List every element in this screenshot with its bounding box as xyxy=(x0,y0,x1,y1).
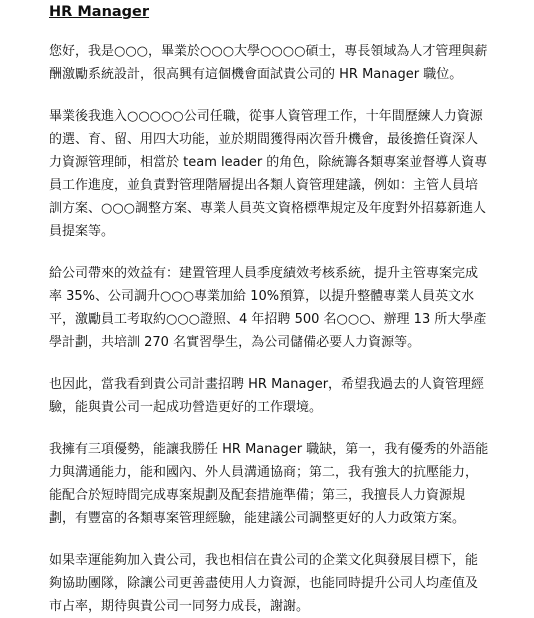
paragraph-work-experience: 畢業後我進入○○○○○公司任職，從事人資管理工作，十年間歷練人力資源的選、育、留、用四大功能，並於期間獲得兩次晉升機會，最後擔任資深人力資源管理師，相當於 team leader 的角色，除統籌各類專案並督導人資專員工作進度，並負責對管理階層提出各類人資管理建議，例如：主管人員培訓方案、○○○調整方案、專業人員英文資格標準規定及年度對外招募新進人員提案等。 xyxy=(49,109,488,239)
paragraph-closing: 如果幸運能夠加入貴公司，我也相信在貴公司的企業文化與發展目標下，能夠協助團隊，除讓公司更善盡使用人力資源，也能同時提升公司人均產值及市占率，期待與貴公司一同努力成長，謝謝。 xyxy=(49,553,479,614)
cover-letter-document xyxy=(49,3,489,618)
paragraph-introduction: 您好，我是○○○，畢業於○○○大學○○○○碩士，專長領域為人才管理與薪酬激勵系統設計，很高興有這個機會面試貴公司的 HR Manager 職位。 xyxy=(49,44,488,82)
paragraph-strengths: 我擁有三項優勢，能讓我勝任 HR Manager 職缺，第一，我有優秀的外語能力與溝通能力，能和國內、外人員溝通協商；第二，我有強大的抗壓能力，能配合於短時間完成專案規劃及配套措施準備；第三，我擅長人力資源規劃，有豐富的各類專案管理經驗，能建議公司調整更好的人力政策方案。 xyxy=(49,442,489,526)
paragraph-motivation: 也因此，當我看到貴公司計畫招聘 HR Manager，希望我過去的人資管理經驗，能與貴公司一起成功營造更好的工作環境。 xyxy=(49,377,485,415)
paragraph-achievements: 給公司帶來的效益有：建置管理人員季度績效考核系統，提升主管專案完成率 35%、公司調升○○○專業加給 10%預算，以提升整體專業人員英文水平，激勵員工考取約○○○證照、4 年招聘 500 名○○○、辦理 13 所大學產學計劃，共培訓 270 名實習學生，為公司儲備必要人力資源等。 xyxy=(49,266,487,350)
document-title: HR Manager xyxy=(49,4,150,20)
